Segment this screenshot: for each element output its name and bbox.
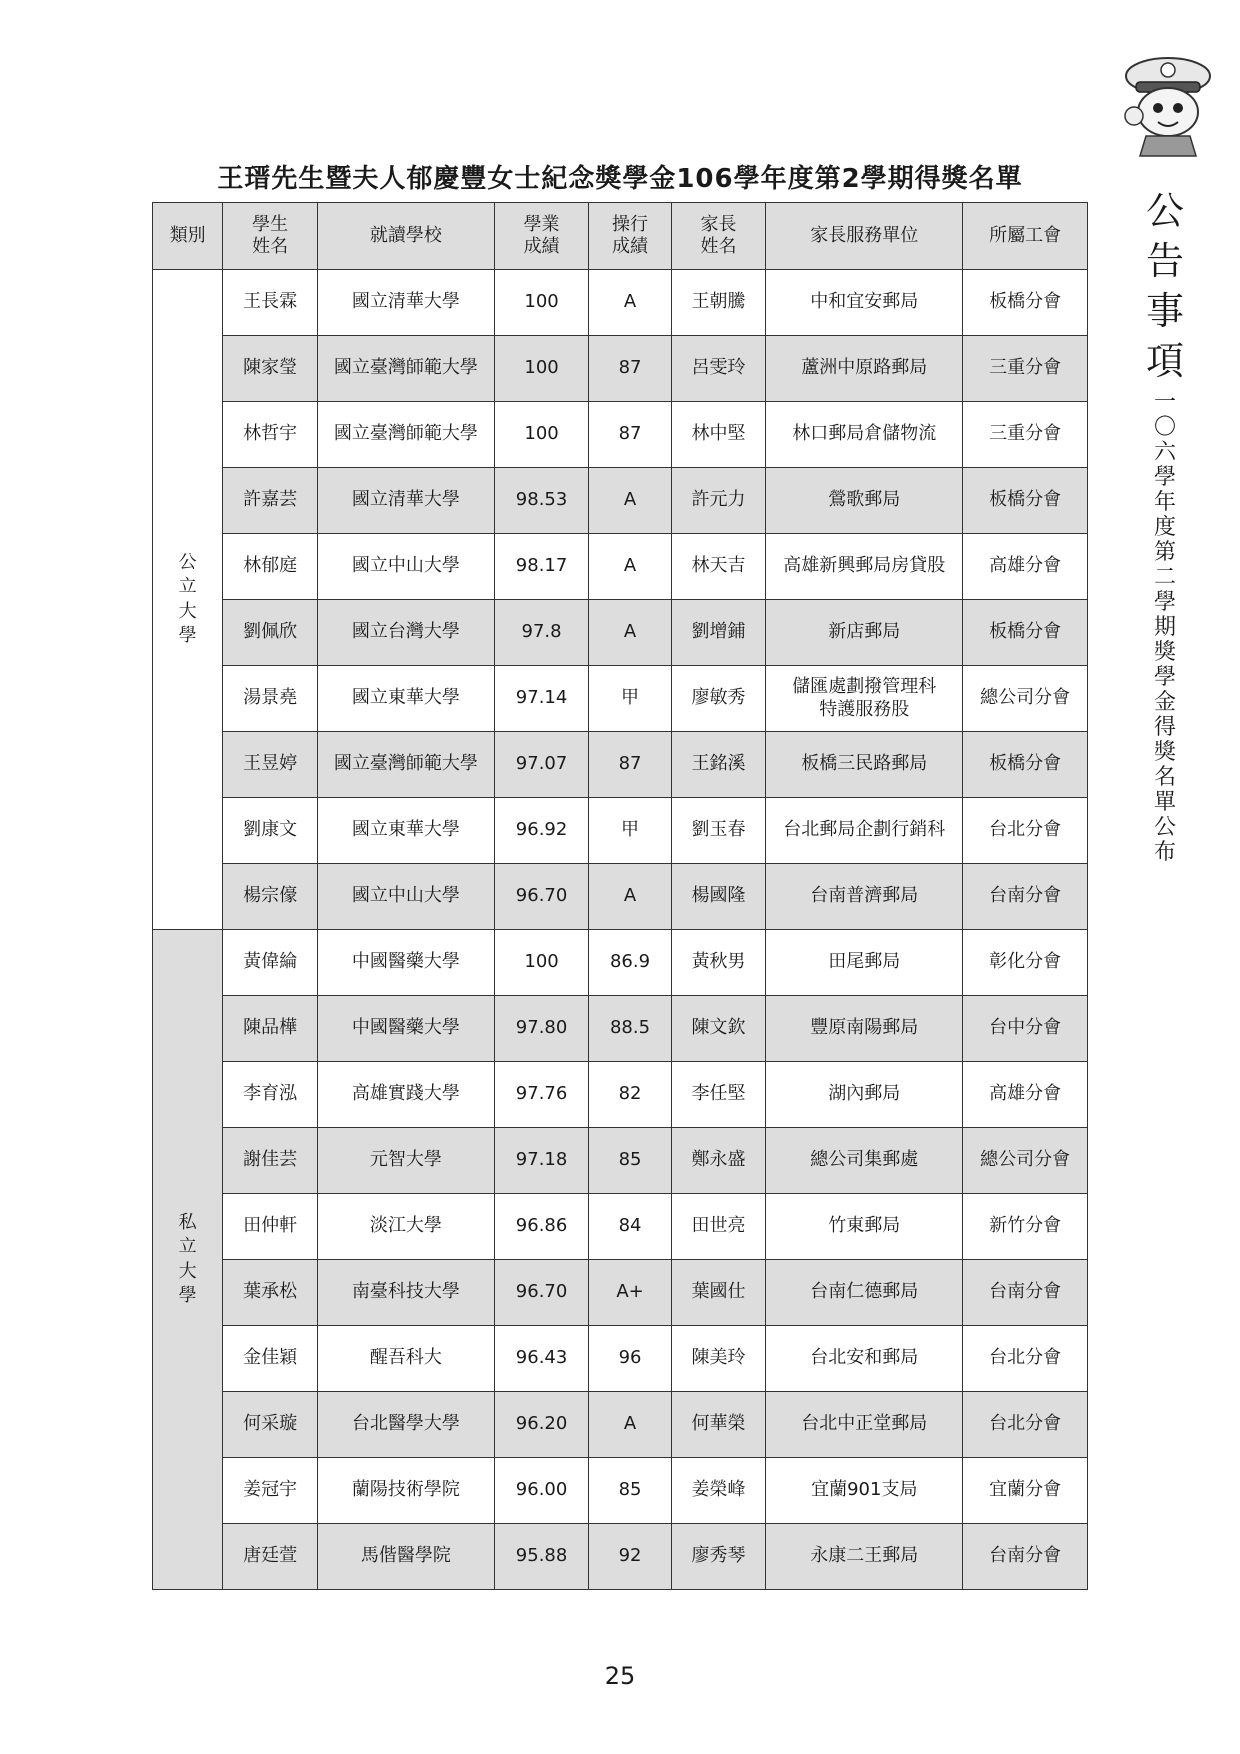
mailman-mascot-icon	[1118, 46, 1218, 162]
unit-cell: 台南普濟郵局	[766, 864, 963, 930]
conduct-cell: A	[589, 468, 671, 534]
header-unit: 家長服務單位	[766, 203, 963, 270]
student-cell: 謝佳芸	[223, 1128, 318, 1194]
academic-cell: 96.00	[494, 1458, 589, 1524]
academic-cell: 97.8	[494, 600, 589, 666]
table-row	[153, 1260, 1088, 1326]
school-cell: 國立臺灣師範大學	[317, 402, 494, 468]
conduct-cell: 88.5	[589, 996, 671, 1062]
category-cell	[153, 270, 223, 930]
academic-cell: 97.18	[494, 1128, 589, 1194]
student-cell: 王昱婷	[223, 732, 318, 798]
parent-cell: 鄭永盛	[671, 1128, 766, 1194]
school-cell: 國立台灣大學	[317, 600, 494, 666]
union-cell: 高雄分會	[963, 1062, 1088, 1128]
header-parent-line1: 家長	[700, 213, 737, 235]
unit-cell: 儲匯處劃撥管理科 特護服務股	[766, 666, 963, 732]
unit-cell: 永康二王郵局	[766, 1524, 963, 1590]
parent-cell: 李任堅	[671, 1062, 766, 1128]
academic-cell: 100	[494, 336, 589, 402]
school-cell: 中國醫藥大學	[317, 930, 494, 996]
parent-cell: 林中堅	[671, 402, 766, 468]
parent-cell: 劉增鋪	[671, 600, 766, 666]
table-row	[153, 468, 1088, 534]
parent-cell: 陳美玲	[671, 1326, 766, 1392]
table-row	[153, 1458, 1088, 1524]
unit-cell: 台北郵局企劃行銷科	[766, 798, 963, 864]
header-conduct-line1: 操行	[612, 213, 649, 235]
conduct-cell: 84	[589, 1194, 671, 1260]
conduct-cell: 85	[589, 1458, 671, 1524]
student-cell: 何采璇	[223, 1392, 318, 1458]
header-parent	[671, 203, 766, 270]
parent-cell: 王朝騰	[671, 270, 766, 336]
student-cell: 金佳穎	[223, 1326, 318, 1392]
conduct-cell: A	[589, 864, 671, 930]
union-cell: 三重分會	[963, 336, 1088, 402]
category-label: 私 立 大 學	[178, 1211, 197, 1306]
union-cell: 三重分會	[963, 402, 1088, 468]
parent-cell: 王銘溪	[671, 732, 766, 798]
school-cell: 蘭陽技術學院	[317, 1458, 494, 1524]
academic-cell: 100	[494, 402, 589, 468]
student-cell: 田仲軒	[223, 1194, 318, 1260]
union-cell: 板橋分會	[963, 600, 1088, 666]
school-cell: 國立東華大學	[317, 798, 494, 864]
conduct-cell: 87	[589, 336, 671, 402]
parent-cell: 楊國隆	[671, 864, 766, 930]
unit-cell: 竹東郵局	[766, 1194, 963, 1260]
student-cell: 楊宗儫	[223, 864, 318, 930]
header-parent-line2: 姓名	[700, 236, 737, 257]
school-cell: 國立中山大學	[317, 534, 494, 600]
school-cell: 國立清華大學	[317, 270, 494, 336]
table-row	[153, 732, 1088, 798]
side-subheading: 一 〇 六 學 年 度 第 二 學 期 獎 學 金 得 獎 名 單 公 布	[1153, 390, 1176, 865]
unit-cell: 蘆洲中原路郵局	[766, 336, 963, 402]
table-row	[153, 1128, 1088, 1194]
page-number: 25	[604, 1662, 636, 1690]
student-cell: 姜冠宇	[223, 1458, 318, 1524]
academic-cell: 96.70	[494, 1260, 589, 1326]
header-academic-line2: 成績	[523, 236, 560, 257]
academic-cell: 95.88	[494, 1524, 589, 1590]
conduct-cell: A	[589, 1392, 671, 1458]
academic-cell: 98.17	[494, 534, 589, 600]
union-cell: 板橋分會	[963, 468, 1088, 534]
unit-cell: 台北中正堂郵局	[766, 1392, 963, 1458]
school-cell: 國立臺灣師範大學	[317, 732, 494, 798]
student-cell: 劉佩欣	[223, 600, 318, 666]
union-cell: 新竹分會	[963, 1194, 1088, 1260]
table-header-row	[153, 203, 1088, 270]
academic-cell: 97.76	[494, 1062, 589, 1128]
academic-cell: 96.43	[494, 1326, 589, 1392]
union-cell: 高雄分會	[963, 534, 1088, 600]
parent-cell: 廖秀琴	[671, 1524, 766, 1590]
union-cell: 台北分會	[963, 798, 1088, 864]
academic-cell: 96.70	[494, 864, 589, 930]
table-row	[153, 534, 1088, 600]
student-cell: 林哲宇	[223, 402, 318, 468]
header-student-line2: 姓名	[252, 236, 289, 257]
unit-cell: 田尾郵局	[766, 930, 963, 996]
academic-cell: 96.20	[494, 1392, 589, 1458]
academic-cell: 96.92	[494, 798, 589, 864]
student-cell: 李育泓	[223, 1062, 318, 1128]
table-row	[153, 1524, 1088, 1590]
union-cell: 台北分會	[963, 1392, 1088, 1458]
union-cell: 台南分會	[963, 1260, 1088, 1326]
conduct-cell: 87	[589, 402, 671, 468]
category-cell	[153, 930, 223, 1590]
unit-cell: 湖內郵局	[766, 1062, 963, 1128]
conduct-cell: A	[589, 534, 671, 600]
school-cell: 國立中山大學	[317, 864, 494, 930]
parent-cell: 田世亮	[671, 1194, 766, 1260]
header-union: 所屬工會	[963, 203, 1088, 270]
parent-cell: 呂雯玲	[671, 336, 766, 402]
table-row	[153, 864, 1088, 930]
parent-cell: 廖敏秀	[671, 666, 766, 732]
unit-cell: 宜蘭901支局	[766, 1458, 963, 1524]
academic-cell: 100	[494, 930, 589, 996]
table-row	[153, 666, 1088, 732]
academic-cell: 98.53	[494, 468, 589, 534]
school-cell: 元智大學	[317, 1128, 494, 1194]
school-cell: 南臺科技大學	[317, 1260, 494, 1326]
conduct-cell: 92	[589, 1524, 671, 1590]
table-row	[153, 270, 1088, 336]
parent-cell: 何華榮	[671, 1392, 766, 1458]
table-row	[153, 1392, 1088, 1458]
school-cell: 高雄實踐大學	[317, 1062, 494, 1128]
student-cell: 陳品樺	[223, 996, 318, 1062]
unit-cell: 林口郵局倉儲物流	[766, 402, 963, 468]
unit-cell: 台北安和郵局	[766, 1326, 963, 1392]
parent-cell: 黃秋男	[671, 930, 766, 996]
school-cell: 中國醫藥大學	[317, 996, 494, 1062]
parent-cell: 葉國仕	[671, 1260, 766, 1326]
unit-cell: 板橋三民路郵局	[766, 732, 963, 798]
school-cell: 國立臺灣師範大學	[317, 336, 494, 402]
conduct-cell: A	[589, 270, 671, 336]
header-school: 就讀學校	[317, 203, 494, 270]
academic-cell: 97.14	[494, 666, 589, 732]
student-cell: 陳家瑩	[223, 336, 318, 402]
category-label: 公 立 大 學	[178, 551, 197, 646]
student-cell: 許嘉芸	[223, 468, 318, 534]
table-row	[153, 600, 1088, 666]
parent-cell: 林天吉	[671, 534, 766, 600]
table-row	[153, 1194, 1088, 1260]
header-academic-line1: 學業	[523, 213, 560, 235]
conduct-cell: 甲	[589, 666, 671, 732]
union-cell: 宜蘭分會	[963, 1458, 1088, 1524]
academic-cell: 97.07	[494, 732, 589, 798]
unit-cell: 台南仁德郵局	[766, 1260, 963, 1326]
table-row	[153, 798, 1088, 864]
student-cell: 葉承松	[223, 1260, 318, 1326]
union-cell: 台北分會	[963, 1326, 1088, 1392]
conduct-cell: 85	[589, 1128, 671, 1194]
conduct-cell: 87	[589, 732, 671, 798]
conduct-cell: A+	[589, 1260, 671, 1326]
header-conduct	[589, 203, 671, 270]
union-cell: 總公司分會	[963, 666, 1088, 732]
conduct-cell: 甲	[589, 798, 671, 864]
unit-cell: 豐原南陽郵局	[766, 996, 963, 1062]
school-cell: 國立清華大學	[317, 468, 494, 534]
header-student-line1: 學生	[252, 213, 289, 235]
parent-cell: 姜榮峰	[671, 1458, 766, 1524]
student-cell: 黃偉綸	[223, 930, 318, 996]
header-academic	[494, 203, 589, 270]
student-cell: 劉康文	[223, 798, 318, 864]
parent-cell: 劉玉春	[671, 798, 766, 864]
conduct-cell: A	[589, 600, 671, 666]
unit-cell: 新店郵局	[766, 600, 963, 666]
table-row	[153, 1326, 1088, 1392]
table-row	[153, 1062, 1088, 1128]
school-cell: 國立東華大學	[317, 666, 494, 732]
student-cell: 王長霖	[223, 270, 318, 336]
school-cell: 台北醫學大學	[317, 1392, 494, 1458]
student-cell: 唐廷萱	[223, 1524, 318, 1590]
school-cell: 馬偕醫學院	[317, 1524, 494, 1590]
header-student	[223, 203, 318, 270]
student-cell: 湯景堯	[223, 666, 318, 732]
parent-cell: 陳文欽	[671, 996, 766, 1062]
table-row	[153, 402, 1088, 468]
header-category: 類別	[153, 203, 223, 270]
table-row	[153, 930, 1088, 996]
conduct-cell: 82	[589, 1062, 671, 1128]
header-conduct-line2: 成績	[612, 236, 649, 257]
union-cell: 台中分會	[963, 996, 1088, 1062]
unit-cell: 總公司集郵處	[766, 1128, 963, 1194]
conduct-cell: 96	[589, 1326, 671, 1392]
table-row	[153, 336, 1088, 402]
union-cell: 台南分會	[963, 864, 1088, 930]
union-cell: 彰化分會	[963, 930, 1088, 996]
academic-cell: 96.86	[494, 1194, 589, 1260]
academic-cell: 97.80	[494, 996, 589, 1062]
page-title: 王瑨先生暨夫人郁慶豐女士紀念獎學金106學年度第2學期得獎名單	[217, 164, 1023, 194]
union-cell: 板橋分會	[963, 270, 1088, 336]
table-row	[153, 996, 1088, 1062]
side-heading: 公 告 事 項	[1145, 189, 1184, 383]
academic-cell: 100	[494, 270, 589, 336]
school-cell: 淡江大學	[317, 1194, 494, 1260]
union-cell: 總公司分會	[963, 1128, 1088, 1194]
school-cell: 醒吾科大	[317, 1326, 494, 1392]
parent-cell: 許元力	[671, 468, 766, 534]
unit-cell: 鶯歌郵局	[766, 468, 963, 534]
student-cell: 林郁庭	[223, 534, 318, 600]
conduct-cell: 86.9	[589, 930, 671, 996]
unit-cell: 中和宜安郵局	[766, 270, 963, 336]
union-cell: 台南分會	[963, 1524, 1088, 1590]
unit-cell: 高雄新興郵局房貸股	[766, 534, 963, 600]
awards-table	[152, 202, 1088, 1590]
union-cell: 板橋分會	[963, 732, 1088, 798]
